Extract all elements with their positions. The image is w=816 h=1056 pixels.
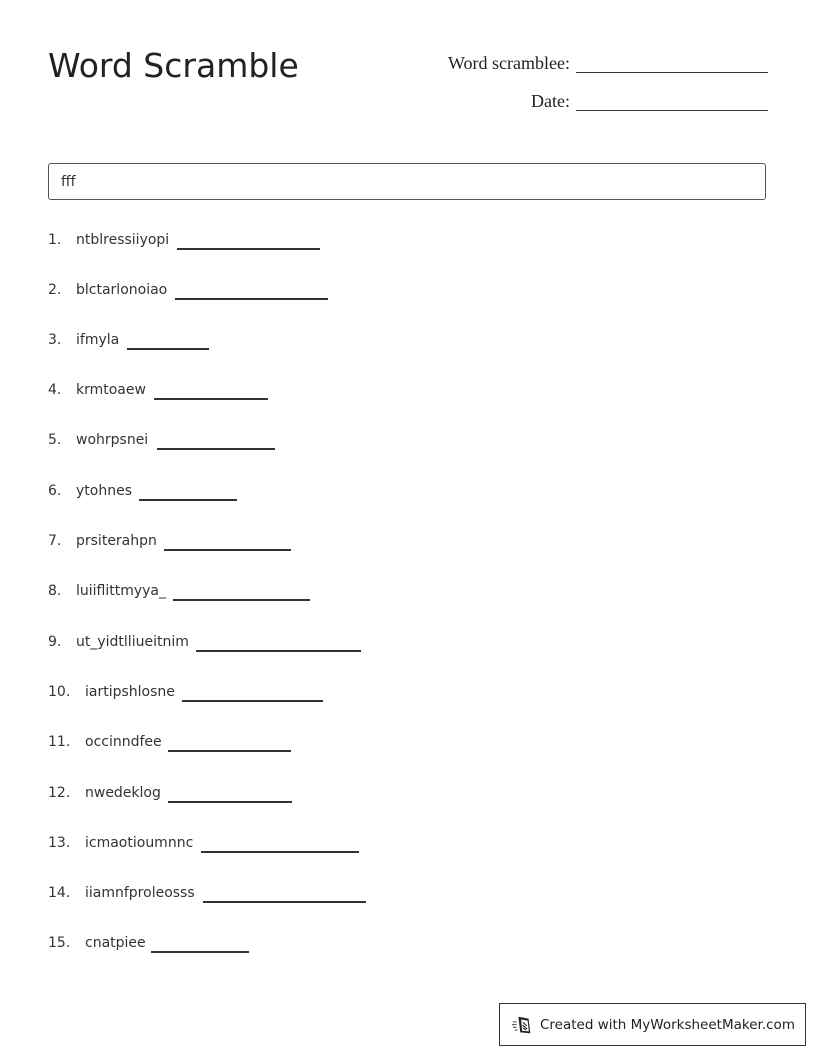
answer-blank: [177, 248, 320, 250]
answer-blank: [173, 599, 310, 601]
scrambled-word: blctarlonoiao: [76, 282, 168, 298]
scrambled-word: luiiflittmyya_: [76, 583, 167, 599]
scrambled-word: ytohnes: [76, 483, 132, 499]
scrambled-word: ifmyla: [76, 332, 120, 348]
answer-blank: [127, 348, 209, 350]
scrambled-word: ntblressiiyopi: [76, 232, 170, 248]
answer-blank: [157, 448, 275, 450]
name-blank-line: [576, 54, 768, 73]
scrambled-word: iiamnfproleosss: [85, 885, 195, 901]
footer-credit[interactable]: [499, 1003, 806, 1046]
footer-text: Created with MyWorksheetMaker.com: [540, 1016, 795, 1033]
scrambled-word: occinndfee: [85, 734, 162, 750]
item-number: 14.: [48, 885, 71, 901]
word-bank-text: fff: [61, 173, 76, 190]
item-number: 9.: [48, 634, 62, 650]
scrambled-word: prsiterahpn: [76, 533, 157, 549]
answer-blank: [154, 398, 268, 400]
answer-blank: [203, 901, 366, 903]
date-field: [531, 91, 768, 111]
answer-blank: [196, 650, 361, 652]
item-number: 11.: [48, 734, 71, 750]
item-number: 2.: [48, 282, 62, 298]
page-title: Word Scramble: [48, 46, 299, 85]
scrambled-word: krmtoaew: [76, 382, 146, 398]
date-blank-line: [576, 92, 768, 111]
answer-blank: [151, 951, 249, 953]
answer-blank: [168, 801, 292, 803]
item-number: 3.: [48, 332, 62, 348]
name-label: Word scramblee:: [447, 53, 570, 73]
scrambled-word: wohrpsnei: [76, 432, 149, 448]
answer-blank: [175, 298, 328, 300]
answer-blank: [182, 700, 323, 702]
scrambled-word: icmaotioumnnc: [85, 835, 194, 851]
item-number: 15.: [48, 935, 71, 951]
item-number: 5.: [48, 432, 62, 448]
scrambled-word: cnatpiee: [85, 935, 146, 951]
scrambled-word: nwedeklog: [85, 785, 161, 801]
word-bank-box: [48, 163, 766, 200]
item-number: 4.: [48, 382, 62, 398]
answer-blank: [164, 549, 291, 551]
item-number: 7.: [48, 533, 62, 549]
worksheet-logo-icon: [512, 1014, 534, 1036]
scrambled-word: ut_yidtlliueitnim: [76, 634, 189, 650]
item-number: 10.: [48, 684, 71, 700]
item-number: 6.: [48, 483, 62, 499]
name-field: [448, 53, 768, 73]
scrambled-word: iartipshlosne: [85, 684, 175, 700]
item-number: 13.: [48, 835, 71, 851]
item-number: 1.: [48, 232, 62, 248]
answer-blank: [168, 750, 291, 752]
answer-blank: [139, 499, 237, 501]
item-number: 8.: [48, 583, 62, 599]
date-label: Date:: [531, 91, 570, 111]
answer-blank: [201, 851, 359, 853]
item-number: 12.: [48, 785, 71, 801]
